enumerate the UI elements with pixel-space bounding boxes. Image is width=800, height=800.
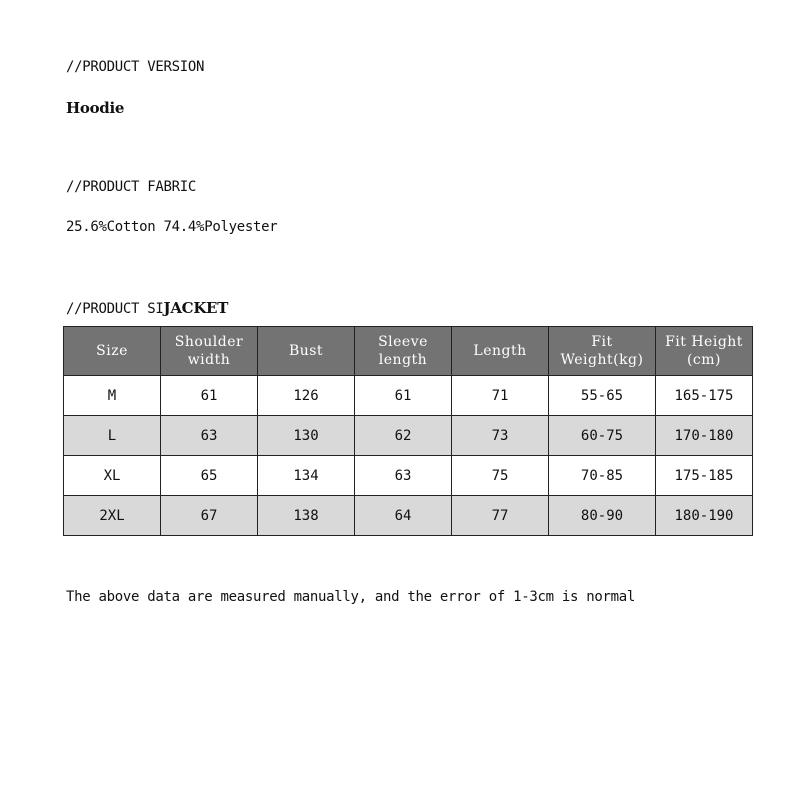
table-cell: 70-85 xyxy=(549,456,656,496)
table-cell: 61 xyxy=(355,376,452,416)
measurement-note: The above data are measured manually, and the error of 1-3cm is normal xyxy=(66,589,636,605)
table-cell: 75 xyxy=(452,456,549,496)
table-header-text: Weight(kg) xyxy=(560,352,644,368)
product-fabric-value: 25.6%Cotton 74.4%Polyester xyxy=(66,219,278,235)
product-size-heading-bold: JACKET xyxy=(163,299,229,317)
table-row xyxy=(64,456,753,496)
table-header-text: Size xyxy=(96,343,128,359)
table-header-cell xyxy=(161,327,258,376)
table-header-text: Sleeve xyxy=(378,334,428,350)
table-cell: 73 xyxy=(452,416,549,456)
table-header-cell xyxy=(452,327,549,376)
table-cell: 71 xyxy=(452,376,549,416)
table-header-text: (cm) xyxy=(686,352,722,368)
table-cell: 63 xyxy=(355,456,452,496)
table-cell: 170-180 xyxy=(656,416,753,456)
table-cell: M xyxy=(64,376,161,416)
table-cell: XL xyxy=(64,456,161,496)
table-cell: 65 xyxy=(161,456,258,496)
table-cell: 126 xyxy=(258,376,355,416)
table-row xyxy=(64,496,753,536)
product-version-value: Hoodie xyxy=(66,99,125,117)
table-header-cell xyxy=(258,327,355,376)
table-cell: 67 xyxy=(161,496,258,536)
table-header-text: width xyxy=(187,352,231,368)
table-header-text: length xyxy=(378,352,428,368)
table-cell: 55-65 xyxy=(549,376,656,416)
table-cell: 134 xyxy=(258,456,355,496)
table-body xyxy=(64,376,753,536)
table-header-cell xyxy=(355,327,452,376)
table-cell: 62 xyxy=(355,416,452,456)
product-size-heading-prefix: //PRODUCT SI xyxy=(66,301,164,317)
table-row xyxy=(64,416,753,456)
table-header-text: Fit xyxy=(591,334,613,350)
table-cell: 130 xyxy=(258,416,355,456)
table-header-text: Bust xyxy=(288,343,324,359)
table-cell: 180-190 xyxy=(656,496,753,536)
size-chart-table xyxy=(63,326,753,536)
table-cell: L xyxy=(64,416,161,456)
table-cell: 2XL xyxy=(64,496,161,536)
table-header-text: Fit Height xyxy=(665,334,743,350)
table-cell: 165-175 xyxy=(656,376,753,416)
table-header-cell xyxy=(656,327,753,376)
table-header-text: Length xyxy=(473,343,527,359)
table-cell: 80-90 xyxy=(549,496,656,536)
table-header-text: Shoulder xyxy=(174,334,244,350)
product-version-heading: //PRODUCT VERSION xyxy=(66,59,205,75)
table-row xyxy=(64,376,753,416)
table-cell: 77 xyxy=(452,496,549,536)
table-cell: 64 xyxy=(355,496,452,536)
table-cell: 61 xyxy=(161,376,258,416)
table-header-row xyxy=(64,327,753,376)
table-cell: 175-185 xyxy=(656,456,753,496)
product-fabric-heading: //PRODUCT FABRIC xyxy=(66,179,197,195)
product-size-heading xyxy=(66,299,228,317)
table-header-cell xyxy=(64,327,161,376)
table-cell: 60-75 xyxy=(549,416,656,456)
table-cell: 63 xyxy=(161,416,258,456)
table-header-cell xyxy=(549,327,656,376)
table-cell: 138 xyxy=(258,496,355,536)
